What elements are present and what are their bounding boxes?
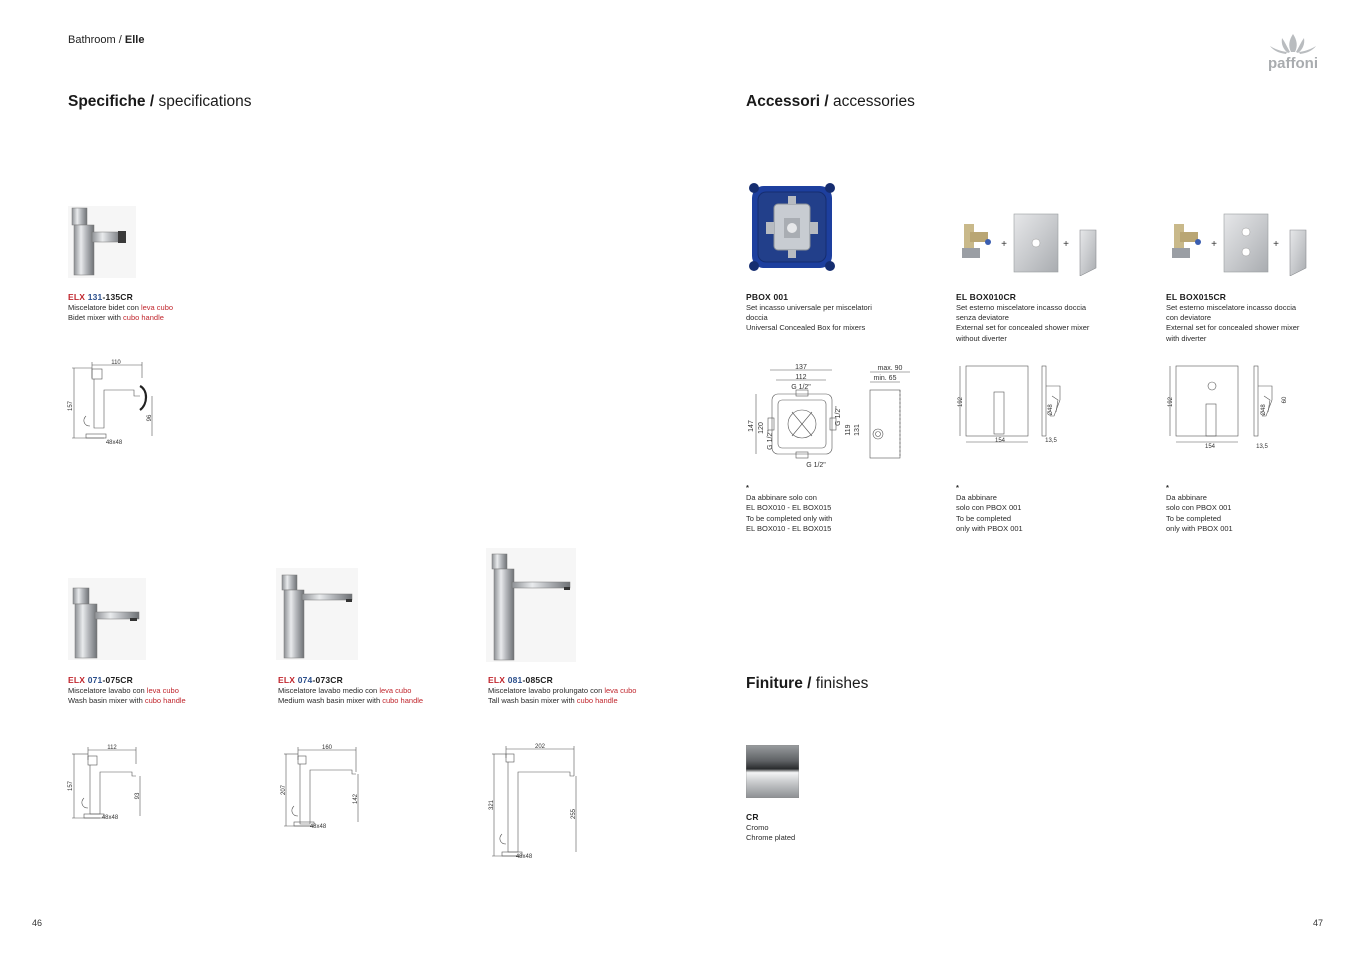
finish-name-en: Chrome plated: [746, 833, 796, 843]
bidet-mixer-icon: [68, 206, 136, 278]
desc-it: Miscelatore lavabo medio con: [278, 686, 380, 695]
dim-side: 60: [1282, 396, 1288, 404]
dim-base: 48x48: [101, 815, 119, 821]
accessory-description: [1166, 303, 1299, 344]
dim-base: 48x48: [515, 854, 533, 860]
code-suffix: -085CR: [522, 675, 553, 685]
desc-line: External set for concealed shower mixer: [956, 323, 1090, 333]
wash-basin-mixer-technical-drawing: [64, 742, 154, 824]
dim-height: 321: [489, 799, 495, 811]
external-set-icon: [956, 210, 1116, 276]
dim-g-left: G 1/2": [767, 430, 774, 450]
accessories-title: [746, 93, 915, 111]
note-line: solo con PBOX 001: [1166, 503, 1232, 513]
dim-spout: 93: [135, 792, 141, 800]
desc-en-accent: cubo handle: [382, 696, 424, 706]
accessory-code: EL BOX015CR: [1166, 292, 1227, 302]
elbox010-technical-drawing: [954, 360, 1088, 454]
dim-g-bottom: G 1/2": [806, 462, 826, 469]
note-line: Da abbinare solo con: [746, 493, 817, 503]
desc-line: doccia: [746, 313, 768, 323]
svg-text:+: +: [1001, 239, 1007, 250]
dim-diameter: Ø48: [1048, 404, 1054, 416]
desc-en: Tall wash basin mixer with: [488, 696, 577, 706]
finish-name-it: Cromo: [746, 823, 769, 832]
code-prefix: ELX: [68, 292, 86, 302]
dim-w1: 137: [795, 364, 807, 371]
accessory-code: PBOX 001: [746, 292, 789, 302]
desc-line: Set esterno miscelatore incasso doccia: [1166, 303, 1297, 312]
code-prefix: ELX: [488, 675, 506, 685]
dim-g-right: G 1/2": [835, 406, 842, 426]
desc-en-accent: cubo handle: [576, 696, 618, 706]
finish-swatch-chrome[interactable]: [746, 745, 799, 798]
accessory-description: [956, 303, 1089, 344]
desc-line: Universal Concealed Box for mixers: [746, 323, 866, 333]
desc-line: Set esterno miscelatore incasso doccia: [956, 303, 1087, 312]
product-code: [68, 292, 133, 302]
breadcrumb-current: Elle: [124, 34, 145, 46]
title-separator: /: [145, 93, 159, 110]
accessory-description: [746, 303, 872, 334]
tall-wash-basin-mixer-icon: [486, 548, 576, 662]
finishes-title-en: finishes: [815, 675, 869, 692]
dim-width: 112: [107, 745, 117, 751]
desc-en: Bidet mixer with: [68, 313, 124, 323]
chrome-swatch-icon: [746, 745, 799, 798]
accessories-title-en: accessories: [833, 93, 915, 110]
desc-it-accent: leva cubo: [604, 686, 637, 695]
product-description: [68, 303, 173, 323]
note-line: Da abbinare: [956, 493, 997, 503]
note-line: EL BOX010 - EL BOX015: [746, 523, 832, 533]
note-line: only with PBOX 001: [956, 523, 1023, 533]
product-code: [278, 675, 343, 685]
dim-spout: 96: [147, 414, 153, 422]
dim-h4: 131: [854, 424, 861, 436]
finish-code: CR: [746, 812, 759, 822]
note-line: To be completed: [1166, 513, 1222, 523]
desc-line: with diverter: [1166, 333, 1207, 343]
brand-name: paffoni: [1268, 55, 1318, 72]
dim-width: 160: [321, 745, 333, 751]
code-number: 081: [507, 675, 523, 685]
pbox-technical-drawing: [744, 360, 916, 476]
dim-h3: 119: [845, 424, 852, 436]
title-separator: /: [820, 93, 834, 110]
accessory-note: [746, 483, 832, 534]
accessory-image-pbox[interactable]: [746, 178, 838, 276]
dim-spout: 142: [353, 793, 359, 805]
product-image-medium-wash-basin-mixer[interactable]: [276, 568, 358, 660]
note-mark: *: [1166, 483, 1169, 492]
brand-logo: [1260, 30, 1326, 72]
product-image-bidet-mixer[interactable]: [68, 206, 136, 278]
product-image-tall-wash-basin-mixer[interactable]: [486, 548, 576, 662]
specifications-title-it: Specifiche: [68, 93, 146, 110]
dim-h1: 147: [748, 420, 755, 432]
note-line: To be completed only with: [746, 513, 833, 523]
medium-wash-basin-mixer-icon: [276, 568, 358, 660]
svg-text:+: +: [1063, 239, 1069, 250]
note-line: To be completed: [956, 513, 1012, 523]
product-description: [488, 686, 636, 706]
specifications-title-en: specifications: [158, 93, 252, 110]
note-mark: *: [746, 483, 749, 492]
breadcrumb-separator: /: [115, 34, 125, 46]
medium-wash-basin-mixer-technical-drawing: [276, 742, 366, 834]
note-line: solo con PBOX 001: [956, 503, 1022, 513]
code-number: 074: [297, 675, 313, 685]
accessory-image-elbox010[interactable]: [956, 210, 1116, 276]
dim-width: 110: [111, 360, 121, 366]
finish-description: [746, 823, 795, 843]
dim-max: max. 90: [877, 365, 903, 372]
desc-en: Medium wash basin mixer with: [278, 696, 383, 706]
code-suffix: -073CR: [312, 675, 343, 685]
dim-min: min. 65: [873, 375, 897, 382]
breadcrumb: [68, 34, 144, 46]
product-code: [68, 675, 133, 685]
desc-line: without diverter: [956, 333, 1007, 343]
dim-diameter: Ø48: [1261, 404, 1267, 416]
desc-it: Miscelatore lavabo prolungato con: [488, 686, 605, 695]
wash-basin-mixer-icon: [68, 578, 146, 660]
desc-line: Set incasso universale per miscelatori: [746, 303, 872, 312]
page-number-left: 46: [32, 918, 43, 928]
product-code: [488, 675, 553, 685]
tall-wash-basin-mixer-technical-drawing: [484, 740, 580, 864]
note-line: Da abbinare: [1166, 493, 1207, 503]
dim-base: 48x48: [309, 824, 327, 830]
dim-w2: 112: [795, 374, 807, 381]
svg-text:+: +: [1273, 239, 1279, 250]
code-suffix: -135CR: [102, 292, 133, 302]
dim-spout: 255: [571, 808, 577, 820]
external-set-diverter-icon: [1166, 210, 1326, 276]
product-description: [68, 686, 186, 706]
note-mark: *: [956, 483, 959, 492]
dim-width: 202: [534, 744, 546, 750]
desc-it-accent: leva cubo: [379, 686, 412, 695]
desc-it: Miscelatore bidet con: [68, 303, 141, 312]
accessories-title-it: Accessori: [746, 93, 821, 110]
desc-line: External set for concealed shower mixer: [1166, 323, 1300, 333]
desc-line: senza deviatore: [956, 313, 1009, 323]
desc-line: con deviatore: [1166, 313, 1212, 323]
dim-base: 48x48: [105, 440, 123, 446]
note-line: only with PBOX 001: [1166, 523, 1233, 533]
dim-depth: 13,5: [1256, 444, 1268, 450]
code-prefix: ELX: [278, 675, 296, 685]
bidet-mixer-technical-drawing: [64, 356, 164, 448]
accessory-code: EL BOX010CR: [956, 292, 1017, 302]
paffoni-logo-icon: [1260, 30, 1326, 72]
desc-en-accent: cubo handle: [123, 313, 164, 323]
finishes-title: [746, 675, 868, 693]
concealed-box-icon: [746, 178, 838, 276]
title-separator: /: [802, 675, 816, 692]
code-number: 131: [87, 292, 103, 302]
code-suffix: -075CR: [102, 675, 133, 685]
desc-en-accent: cubo handle: [144, 696, 186, 706]
specifications-title: [68, 93, 252, 111]
dim-depth: 13,5: [1045, 438, 1057, 444]
dim-height: 207: [281, 784, 287, 796]
dim-height: 157: [68, 400, 74, 412]
code-prefix: ELX: [68, 675, 86, 685]
dim-h2: 120: [758, 422, 765, 434]
accessory-note: [1166, 483, 1233, 534]
code-number: 071: [87, 675, 103, 685]
dim-width: 154: [1204, 444, 1216, 450]
svg-text:+: +: [1211, 239, 1217, 250]
desc-it-accent: leva cubo: [140, 303, 174, 312]
dim-height: 192: [958, 396, 964, 408]
accessory-note: [956, 483, 1023, 534]
finishes-title-it: Finiture: [746, 675, 803, 692]
dim-g-top: G 1/2": [791, 384, 811, 391]
dim-width: 154: [994, 438, 1006, 444]
dim-height: 157: [68, 780, 74, 792]
product-image-wash-basin-mixer[interactable]: [68, 578, 146, 660]
page-number-right: 47: [1313, 918, 1324, 928]
dim-height: 192: [1168, 396, 1174, 408]
breadcrumb-section[interactable]: Bathroom: [68, 34, 116, 46]
elbox015-technical-drawing: [1164, 360, 1308, 454]
desc-it: Miscelatore lavabo con: [68, 686, 147, 695]
desc-en: Wash basin mixer with: [68, 696, 145, 706]
note-line: EL BOX010 - EL BOX015: [746, 503, 832, 513]
accessory-image-elbox015[interactable]: [1166, 210, 1326, 276]
product-description: [278, 686, 423, 706]
desc-it-accent: leva cubo: [146, 686, 179, 695]
